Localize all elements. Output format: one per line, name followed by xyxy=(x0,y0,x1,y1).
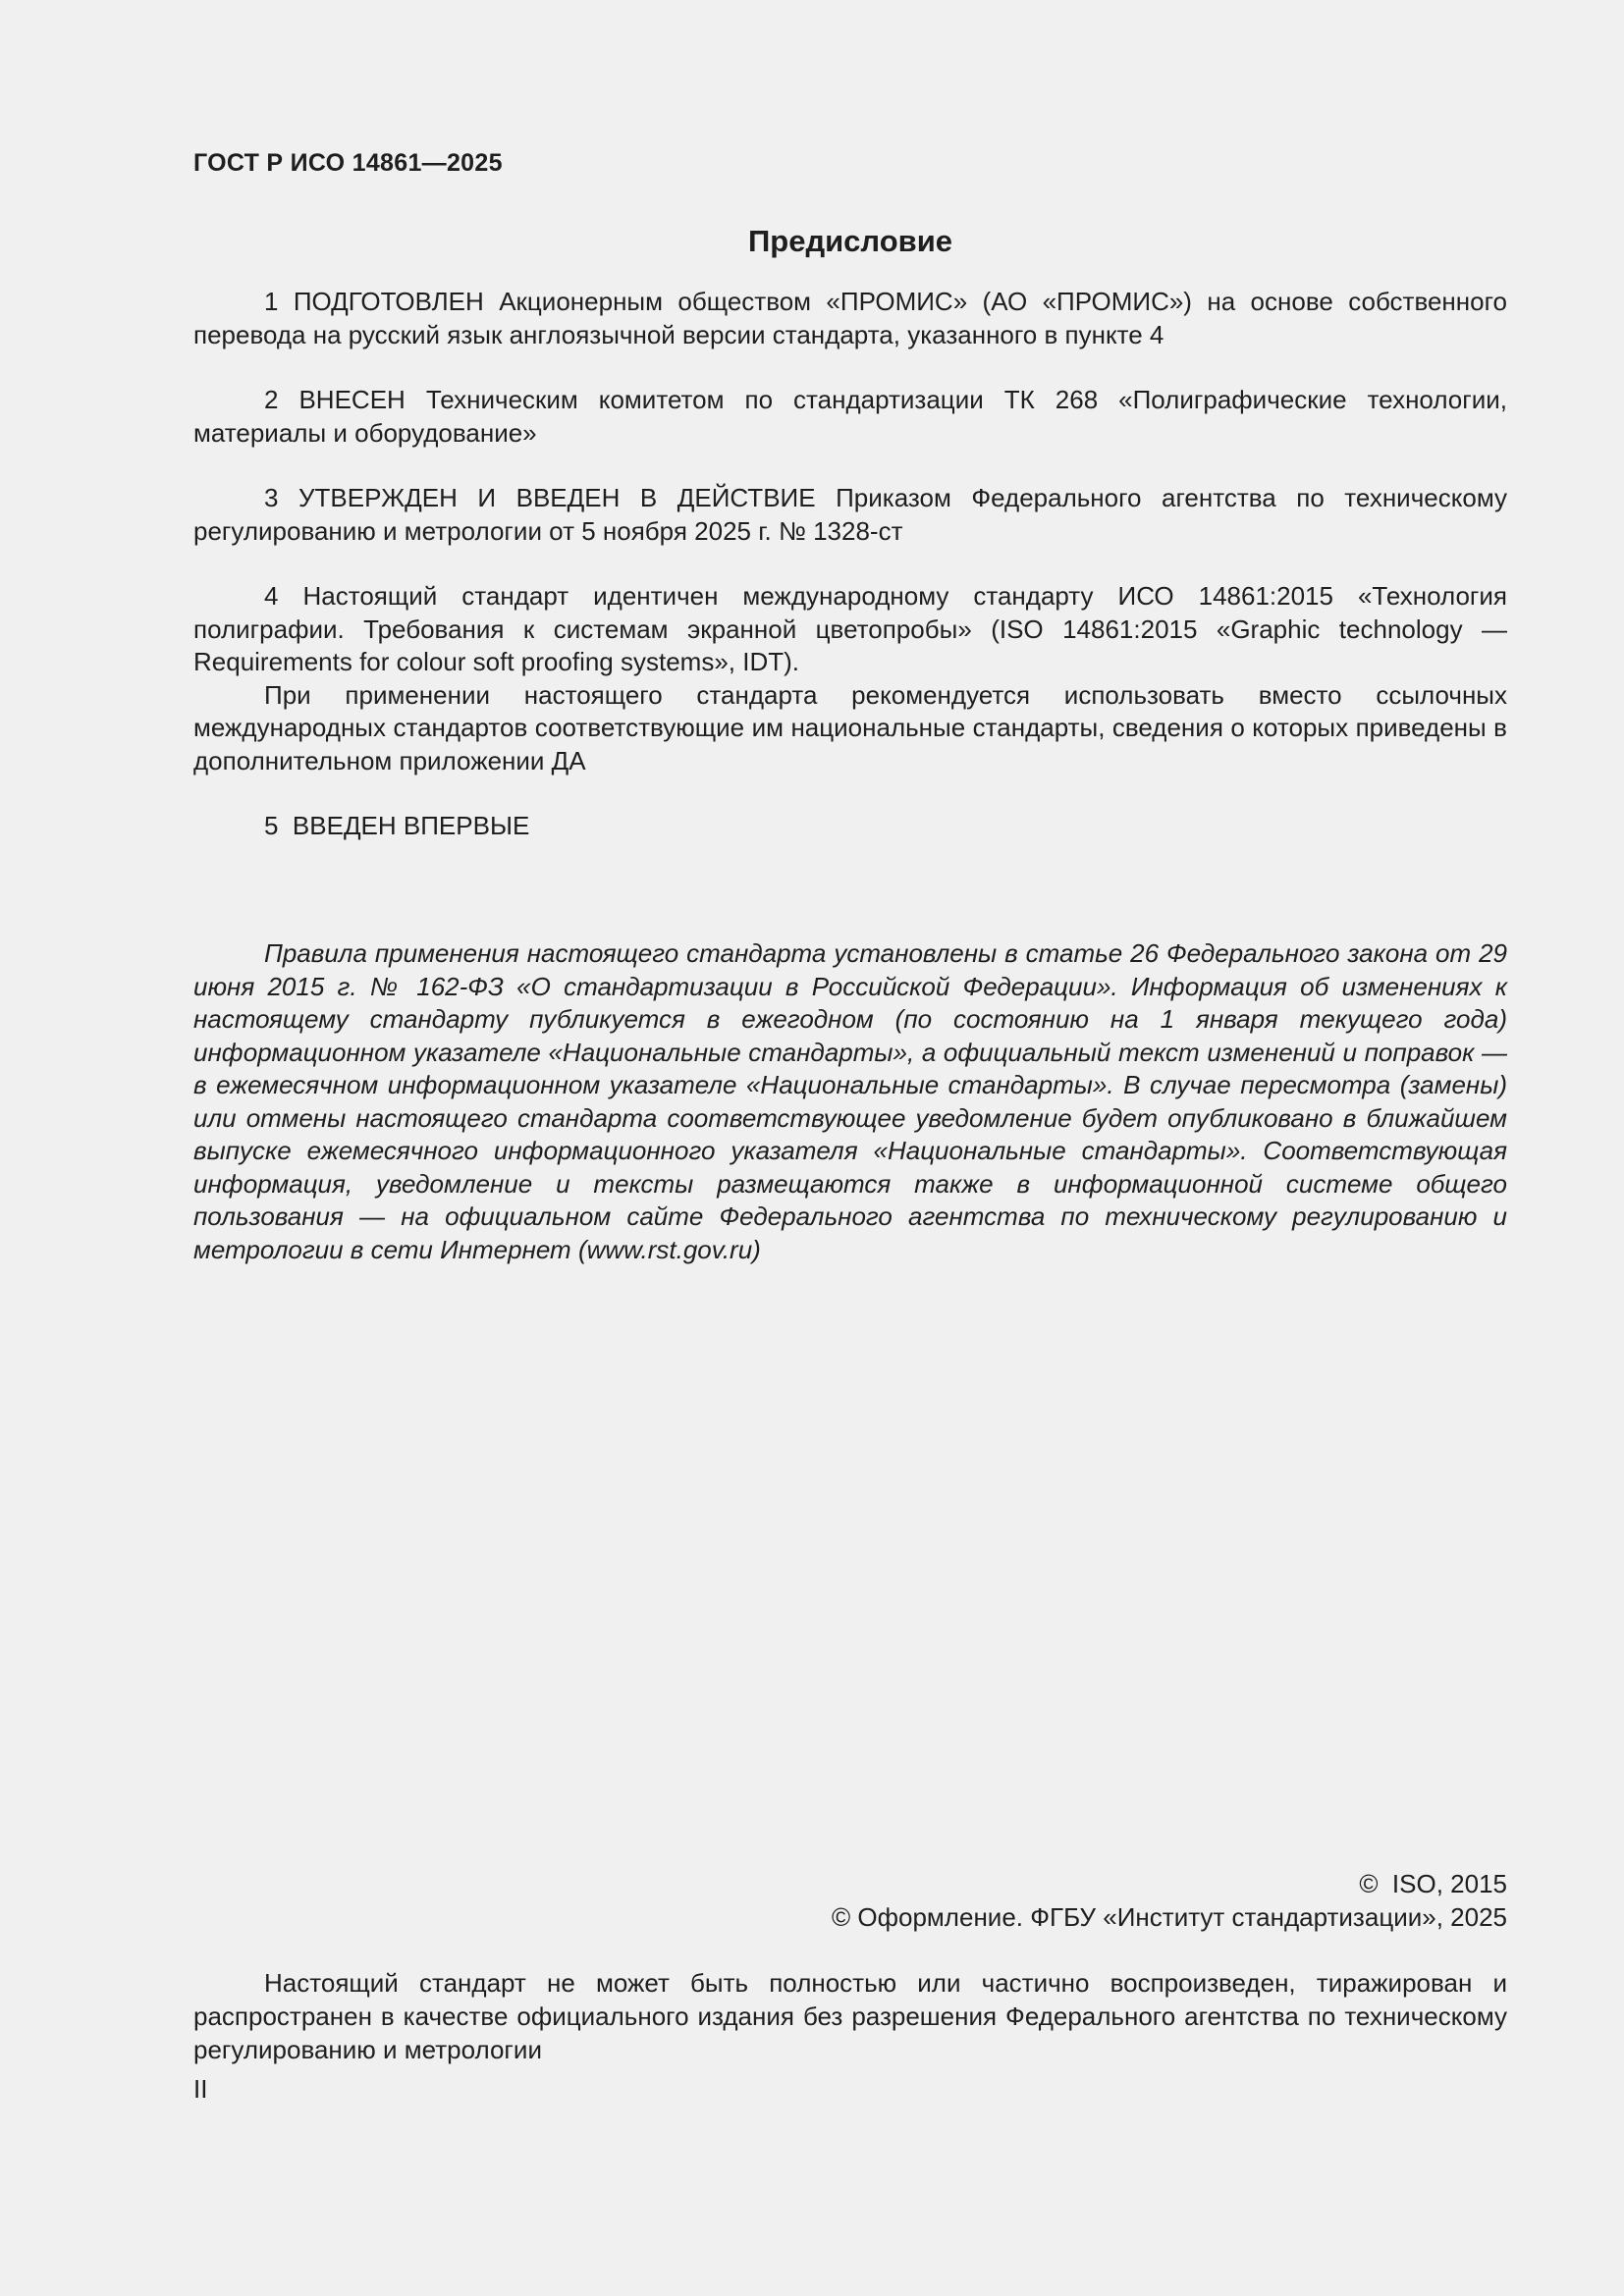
page-title: Предисловие xyxy=(747,224,952,258)
foreword-item-5 xyxy=(193,810,1507,843)
foreword-item-1 xyxy=(193,286,1507,351)
foreword-item-2 xyxy=(193,384,1507,450)
item-text: Акционерным обществом «ПРОМИС» (АО «ПРОМИС») на основе собственного перевода на русский язык англоязычной версии стандарта, указанного в пункте 4 xyxy=(193,287,1507,349)
copyright-block xyxy=(832,1867,1507,1934)
item-text: Приказом Федерального агентства по техническому регулированию и метрологии от 5 ноября 2025 г. № 1328-ст xyxy=(193,483,1507,546)
item-text: ВВЕДЕН ВПЕРВЫЕ xyxy=(278,811,530,840)
iso-copyright: © ISO, 2015 xyxy=(1359,1869,1507,1898)
item-lead: 5 xyxy=(264,811,279,840)
item-lead: 3 УТВЕРЖДЕН И ВВЕДЕН В ДЕЙСТВИЕ xyxy=(264,483,816,512)
item-lead: 2 ВНЕСЕН xyxy=(264,385,406,414)
foreword-item-4 xyxy=(193,580,1507,679)
foreword-body xyxy=(193,286,1507,843)
application-rules-note: Правила применения настоящего стандарта установлены в статье 26 Федерального закона от 29 июня 2015 г. № 162-ФЗ «О стандартизации в Российской Федерации». Информация об изменениях к настоящему стандарту публикуется в ежегодном (по состоянию на 1 января текущего года) информационном указателе «Национальные стандарты», а официальный текст изменений и поправок — в ежемесячном информационном указателе «Национальные стандарты». В случае пересмотра (замены) или отмены настоящего стандарта соответствующее уведомление будет опубликовано в ближайшем выпуске ежемесячного информационного указателя «Национальные стандарты». Соответствующая информация, уведомление и тексты размещаются также в информационной системе общего пользования — на официальном сайте Федерального агентства по техническому регулированию и метрологии в сети Интернет (www.rst.gov.ru) xyxy=(193,938,1507,1264)
item-lead: 4 xyxy=(264,581,279,611)
item-lead: 1 ПОДГОТОВЛЕН xyxy=(264,287,484,316)
item-text: Настоящий стандарт идентичен международному стандарту ИСО 14861:2015 «Технология полиграфии. Требования к системам экранной цветопробы» (ISO 14861:2015 «Graphic technology — Requirements for colour soft proofing systems», IDT). xyxy=(193,581,1507,676)
item-text: Техническим комитетом по стандартизации ТК 268 «Полиграфические технологии, материалы и оборудование» xyxy=(193,385,1507,448)
reproduction-notice: Настоящий стандарт не может быть полностью или частично воспроизведен, тиражирован и распространен в качестве официального издания без разрешения Федерального агентства по техническому регулированию и метрологии xyxy=(193,1968,1507,2064)
design-copyright: © Оформление. ФГБУ «Институт стандартизации», 2025 xyxy=(832,1902,1507,1932)
item-text: При применении настоящего стандарта рекомендуется использовать вместо ссылочных международных стандартов соответствующие им национальные стандарты, сведения о которых приведены в дополнительном приложении ДА xyxy=(193,679,1507,775)
foreword-item-4-note xyxy=(193,679,1507,778)
page-number: II xyxy=(193,2074,208,2104)
standard-code-header: ГОСТ Р ИСО 14861—2025 xyxy=(193,149,503,177)
foreword-item-3 xyxy=(193,482,1507,548)
